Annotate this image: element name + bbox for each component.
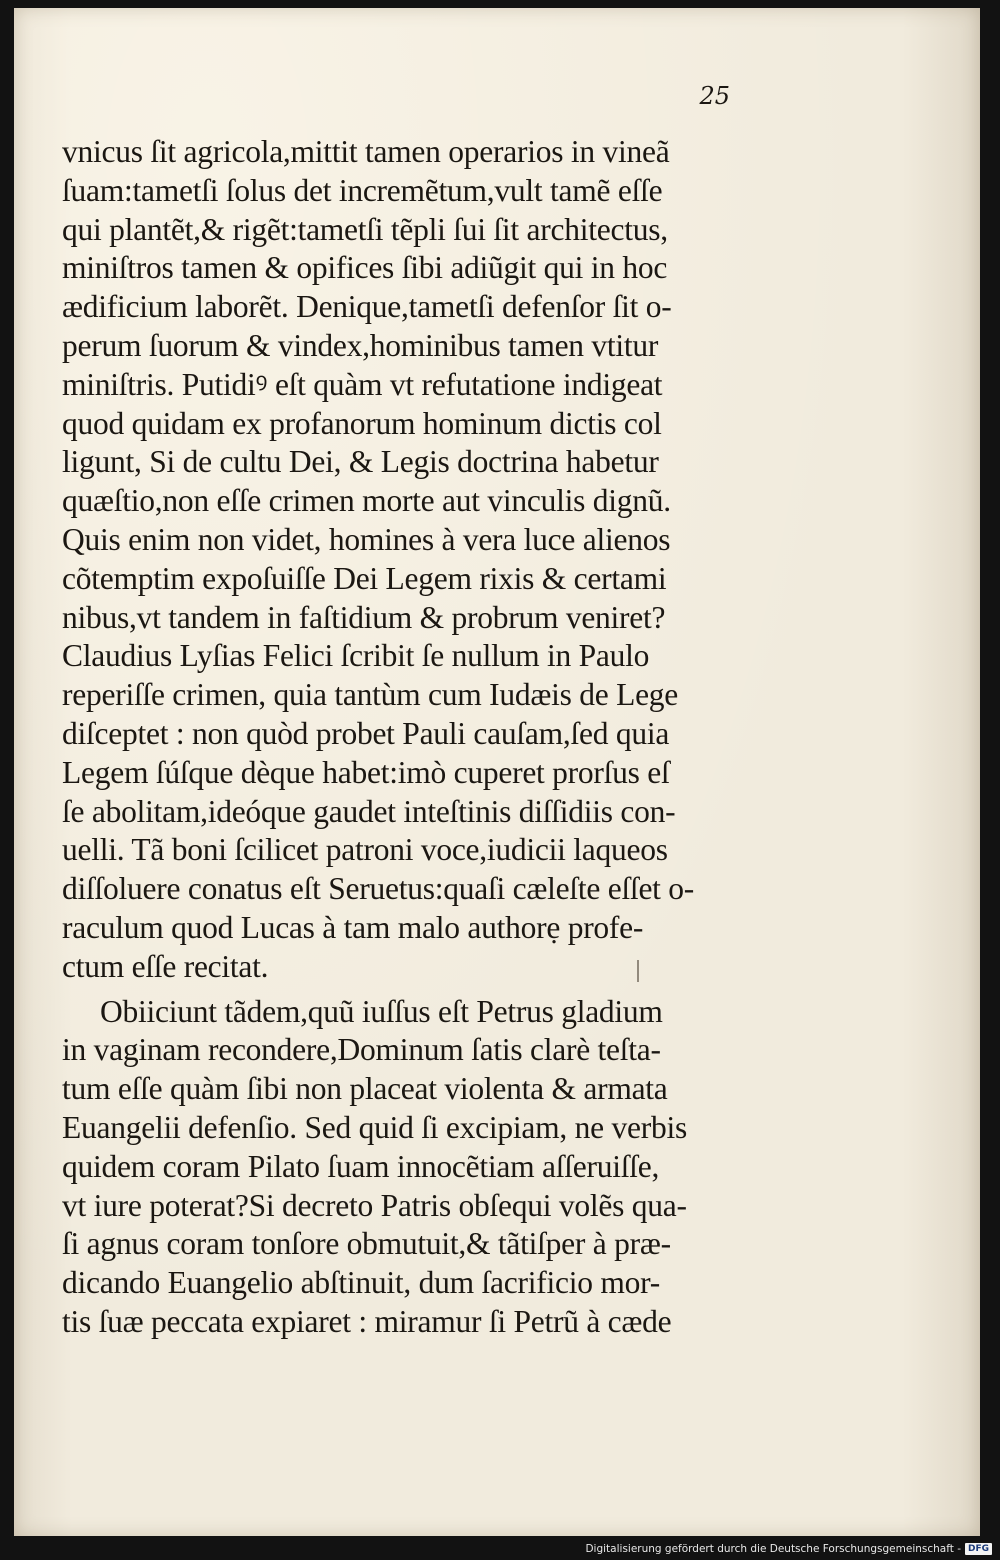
text-line: ſe abolitam,ideóque gaudet inteſtinis diſſidiis con-	[62, 793, 676, 829]
page-number: 25	[699, 82, 730, 110]
text-line: quidem coram Pilato ſuam innocẽtiam aſſeruiſſe,	[62, 1148, 660, 1184]
text-line: miniſtris. Putidiꝰ eſt quàm vt refutatione indigeat	[62, 366, 663, 402]
text-line: tum eſſe quàm ſibi non placeat violenta & armata	[62, 1071, 668, 1107]
text-line: quod quidam ex profanorum hominum dictis col	[62, 405, 662, 441]
text-line: uelli. Tã boni ſcilicet patroni voce,iudicii laqueos	[62, 832, 668, 868]
text-line: qui plantẽt,& rigẽt:tametſi tẽpli ſui ſit architectus,	[62, 211, 668, 247]
text-line: Euangelii defenſio. Sed quid ſi excipiam, ne verbis	[62, 1109, 687, 1145]
text-line: ædificium laborẽt. Denique,tametſi defenſor ſit o-	[62, 289, 672, 325]
text-line: cõtemptim expoſuiſſe Dei Legem rixis & certami	[62, 560, 667, 596]
text-line: dicando Euangelio abſtinuit, dum ſacrificio mor-	[62, 1265, 660, 1301]
book-page	[14, 8, 980, 1536]
text-line: diſceptet : non quòd probet Pauli cauſam,ſed quia	[62, 715, 670, 751]
text-line: miniſtros tamen & opifices ſibi adiũgit qui in hoc	[62, 250, 668, 286]
dfg-logo: DFG	[965, 1543, 992, 1555]
text-line: Claudius Lyſias Felici ſcribit ſe nullum in Paulo	[62, 638, 650, 674]
text-line: tis ſuæ peccata expiaret : miramur ſi Petrũ à cæde	[62, 1303, 672, 1339]
text-line: Legem ſúſque dèque habet:imò cuperet prorſus eſ	[62, 754, 670, 790]
text-line: ctum eſſe recitat.	[62, 948, 269, 984]
paragraph-1	[62, 133, 762, 987]
text-line: quæſtio,non eſſe crimen morte aut vinculis dignũ.	[62, 483, 671, 519]
text-line: in vaginam recondere,Dominum ſatis clarè teſta-	[62, 1032, 661, 1068]
text-line: nibus,vt tandem in faſtidium & probrum veniret?	[62, 599, 666, 635]
text-line: ſuam:tametſi ſolus det incremẽtum,vult tamẽ eſſe	[62, 172, 663, 208]
text-line: vnicus ſit agricola,mittit tamen operarios in vineã	[62, 134, 670, 169]
paragraph-2	[62, 993, 762, 1342]
text-line: vt iure poterat?Si decreto Patris obſequi volẽs qua-	[62, 1187, 687, 1223]
text-line: ſi agnus coram tonſore obmutuit,& tãtiſper à præ-	[62, 1226, 671, 1262]
text-line: diſſoluere conatus eſt Seruetus:quaſi cæleſte eſſet o-	[62, 871, 695, 907]
text-line: Quis enim non videt, homines à vera luce alienos	[62, 521, 671, 557]
text-line: ligunt, Si de cultu Dei, & Legis doctrina habetur	[62, 444, 659, 480]
digitization-credit	[585, 1540, 992, 1558]
text-line: Obiiciunt tãdem,quũ iuſſus eſt Petrus gladium	[100, 993, 663, 1029]
text-line: raculum quod Lucas à tam malo authorẹ profe-	[62, 909, 644, 945]
text-line: perum ſuorum & vindex,hominibus tamen vtitur	[62, 327, 659, 363]
text-line: reperiſſe crimen, quia tantùm cum Iudæis de Lege	[62, 677, 679, 713]
credit-text: Digitalisierung gefördert durch die Deutsche Forschungsgemeinschaft -	[585, 1543, 961, 1555]
body-text	[62, 133, 762, 1342]
